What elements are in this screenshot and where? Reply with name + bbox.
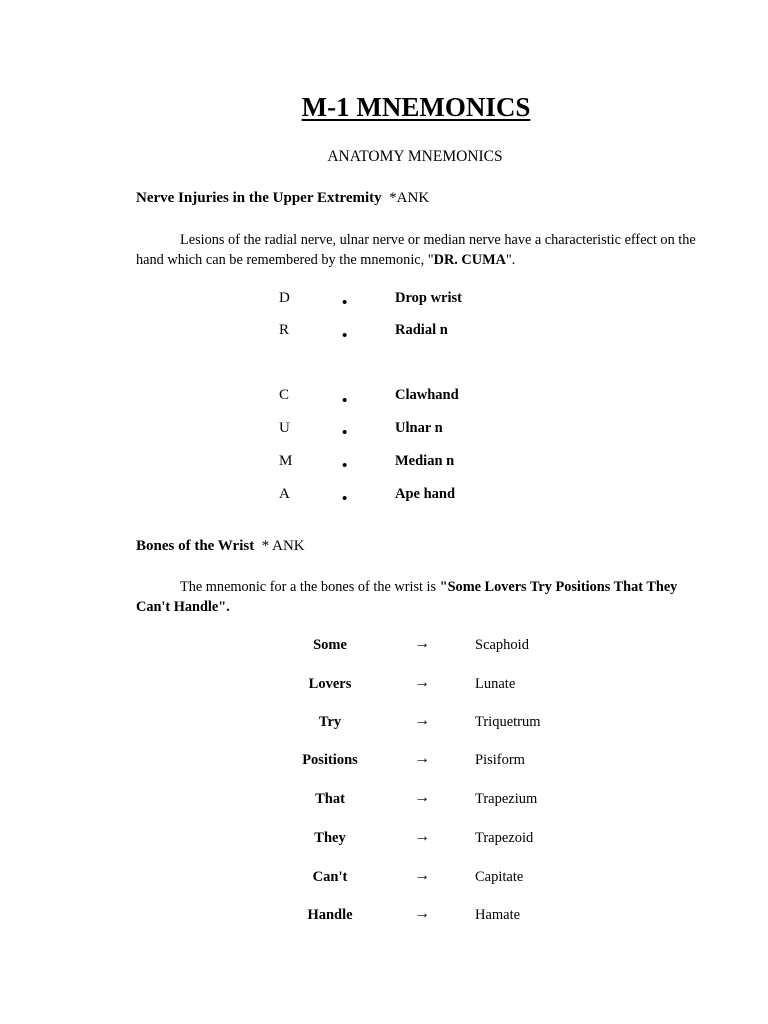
bone-name: Scaphoid	[475, 637, 529, 653]
bullet-icon: •	[342, 393, 348, 409]
bone-name: Triquetrum	[475, 714, 541, 730]
bone-name: Trapezium	[475, 791, 538, 807]
arrow-right-icon: →	[414, 674, 430, 691]
mnemonic-word: Can't	[312, 869, 348, 885]
mnemonic-meaning: Ape hand	[395, 486, 456, 502]
bone-name: Trapezoid	[475, 830, 534, 846]
mnemonic-word: Some	[313, 637, 347, 653]
mnemonic-letter: D	[279, 290, 290, 306]
section-heading-bones-of-wrist	[136, 538, 305, 555]
mnemonic-word: Handle	[307, 907, 353, 923]
bone-name: Lunate	[475, 676, 516, 692]
arrow-right-icon: →	[414, 750, 430, 767]
mnemonic-letter: U	[279, 420, 290, 436]
mnemonic-meaning: Ulnar n	[395, 420, 443, 436]
mnemonic-letter: A	[279, 486, 290, 502]
mnemonic-meaning: Median n	[395, 453, 455, 469]
paragraph-end: ".	[505, 251, 516, 268]
arrow-right-icon: →	[414, 712, 430, 729]
paragraph-mnemonic: "Some Lovers Try Positions That They Can't Handle".	[136, 579, 678, 615]
mnemonic-word: Try	[318, 714, 342, 730]
bone-name: Hamate	[475, 907, 521, 923]
section-heading-text: Bones of the Wrist	[136, 538, 255, 554]
section-tag: *ANK	[389, 190, 430, 206]
arrow-right-icon: →	[414, 905, 430, 922]
arrow-right-icon: →	[414, 867, 430, 884]
section-tag: * ANK	[261, 538, 305, 554]
mnemonic-meaning: Radial n	[395, 322, 448, 338]
mnemonic-word: They	[314, 830, 346, 846]
paragraph-mnemonic: DR. CUMA	[433, 251, 506, 268]
mnemonic-word: That	[315, 791, 345, 807]
paragraph-text: Lesions of the radial nerve, ulnar nerve or median nerve have a characteristic effect on the hand which can be remembered by the mnemonic, "	[136, 232, 696, 268]
bullet-icon: •	[342, 458, 348, 474]
paragraph-text: The mnemonic for a the bones of the wrist is	[180, 579, 440, 595]
mnemonic-meaning: Drop wrist	[395, 290, 462, 306]
bone-name: Capitate	[475, 869, 524, 885]
bullet-icon: •	[342, 491, 348, 507]
mnemonic-letter: M	[279, 453, 293, 469]
arrow-right-icon: →	[414, 828, 430, 845]
bone-name: Pisiform	[475, 752, 525, 768]
page-subtitle: ANATOMY MNEMONICS	[327, 148, 503, 165]
mnemonic-word: Lovers	[308, 676, 352, 692]
section-heading-nerve-injuries	[136, 190, 429, 207]
mnemonic-word: Positions	[302, 752, 358, 768]
section-heading-text: Nerve Injuries in the Upper Extremity	[136, 190, 382, 206]
nerve-paragraph	[136, 231, 696, 270]
arrow-right-icon: →	[414, 789, 430, 806]
mnemonic-letter: C	[279, 387, 290, 403]
page-title: M-1 MNEMONICS	[301, 92, 531, 122]
mnemonic-letter: R	[279, 322, 290, 338]
bullet-icon: •	[342, 425, 348, 441]
wrist-paragraph	[136, 578, 696, 617]
bullet-icon: •	[342, 328, 348, 344]
mnemonic-meaning: Clawhand	[395, 387, 459, 403]
bullet-icon: •	[342, 295, 348, 311]
arrow-right-icon: →	[414, 635, 430, 652]
